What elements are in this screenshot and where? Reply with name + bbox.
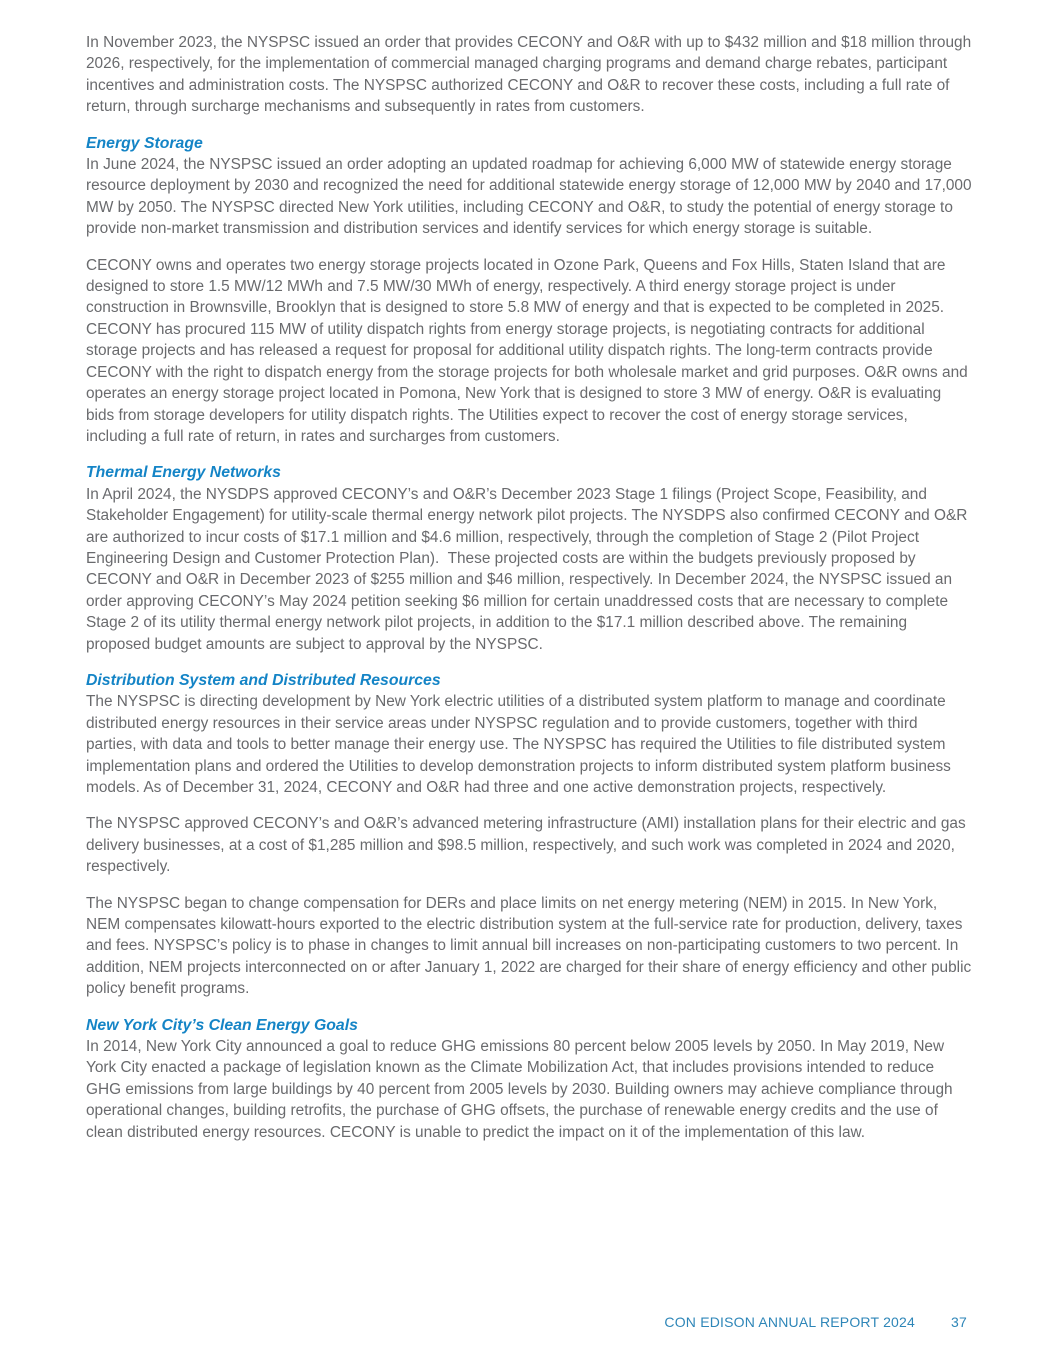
page-content bbox=[86, 32, 976, 1158]
footer-page-number: 37 bbox=[951, 1314, 967, 1330]
paragraph-thermal-energy-networks: In April 2024, the NYSDPS approved CECONY’s and O&R’s December 2023 Stage 1 filings (Project Scope, Feasibility, and Stakeholder Engagement) for utility-scale thermal energy network pilot projects. The NYSDPS also confirmed CECONY and O&R are authorized to incur costs of $17.1 million and $4.6 million, respectively, through the completion of Stage 2 (Pilot Project Engineering Design and Customer Protection Plan). These projected costs are within the budgets previously proposed by CECONY and O&R in December 2023 of $255 million and $46 million, respectively. In December 2024, the NYSPSC issued an order approving CECONY’s May 2024 petition seeking $6 million for certain unaddressed costs that are necessary to complete Stage 2 of its utility thermal energy network pilot projects, in addition to the $17.1 million described above. The remaining proposed budget amounts are subject to approval by the NYSPSC. bbox=[86, 485, 972, 653]
heading-distribution-system: Distribution System and Distributed Resources bbox=[86, 671, 441, 689]
heading-thermal-energy-networks: Thermal Energy Networks bbox=[86, 464, 281, 482]
footer-report-title: CON EDISON ANNUAL REPORT 2024 bbox=[664, 1314, 916, 1330]
paragraph-managed-charging-order: In November 2023, the NYSPSC issued an order that provides CECONY and O&R with up to $432 million and $18 million through 2026, respectively, for the implementation of commercial managed charging programs and demand charge rebates, participant incentives and administration costs. The NYSPSC authorized CECONY and O&R to recover these costs, including a full rate of return, through surcharge mechanisms and subsequently in rates from customers. bbox=[86, 34, 976, 116]
paragraph-nyc-clean-energy-goals: In 2014, New York City announced a goal to reduce GHG emissions 80 percent below 2005 levels by 2050. In May 2019, New York City enacted a package of legislation known as the Climate Mobilization Act, that includes provisions intended to reduce GHG emissions from large buildings by 40 percent from 2005 levels by 2030. Building owners may achieve compliance through operational changes, building retrofits, the purchase of GHG offsets, the purchase of renewable energy credits and the use of clean distributed energy resources. CECONY is unable to predict the impact on it of the implementation of this law. bbox=[86, 1038, 957, 1141]
paragraph-net-energy-metering: The NYSPSC began to change compensation for DERs and place limits on net energy metering (NEM) in 2015. In New York, NEM compensates kilowatt-hours exported to the electric distribution system at the full-service rate for production, delivery, taxes and fees. NYSPSC’s policy is to phase in changes to limit annual bill increases on non-participating customers to two percent. In addition, NEM projects interconnected on or after January 1, 2022 are charged for their share of energy efficiency and other public policy benefit programs. bbox=[86, 894, 976, 998]
paragraph-distributed-system-platform: The NYSPSC is directing development by New York electric utilities of a distributed system platform to manage and coordinate distributed energy resources in their service areas under NYSPSC regulation and to provide customers, together with third parties, with data and tools to better manage their energy use. The NYSPSC has required the Utilities to file distributed system implementation plans and ordered the Utilities to develop demonstration projects to inform distributed system platform business models. As of December 31, 2024, CECONY and O&R had three and one active demonstration projects, respectively. bbox=[86, 693, 956, 796]
paragraph-ami-installation: The NYSPSC approved CECONY’s and O&R’s advanced metering infrastructure (AMI) installation plans for their electric and gas delivery businesses, at a cost of $1,285 million and $98.5 million, respectively, and such work was completed in 2024 and 2020, respectively. bbox=[86, 815, 970, 876]
paragraph-energy-storage-projects: CECONY owns and operates two energy storage projects located in Ozone Park, Queens and Fox Hills, Staten Island that are designed to store 1.5 MW/12 MWh and 7.5 MW/30 MWh of energy, respectively. A third energy storage project is under construction in Brownsville, Brooklyn that is designed to store 5.8 MW of energy and that is expected to be completed in 2025. CECONY has procured 115 MW of utility dispatch rights from energy storage projects, is negotiating contracts for additional storage projects and has released a request for proposal for additional utility dispatch rights. The long-term contracts provide CECONY with the right to dispatch energy from the storage projects for both wholesale market and grid purposes. O&R owns and operates an energy storage project located in Pomona, New York that is designed to store 3 MW of energy. O&R is evaluating bids from storage developers for utility dispatch rights. The Utilities expect to recover the cost of energy storage services, including a full rate of return, in rates and surcharges from customers. bbox=[86, 256, 972, 445]
heading-nyc-clean-energy-goals: New York City’s Clean Energy Goals bbox=[86, 1016, 358, 1034]
heading-energy-storage: Energy Storage bbox=[86, 134, 203, 152]
paragraph-energy-storage-roadmap: In June 2024, the NYSPSC issued an order adopting an updated roadmap for achieving 6,000 MW of statewide energy storage resource deployment by 2030 and recognized the need for additional statewide energy storage of 12,000 MW by 2040 and 17,000 MW by 2050. The NYSPSC directed New York utilities, including CECONY and O&R, to study the potential of energy storage to provide non-market transmission and distribution services and identify services for which energy storage is suitable. bbox=[86, 156, 976, 238]
page-footer bbox=[664, 1314, 967, 1330]
